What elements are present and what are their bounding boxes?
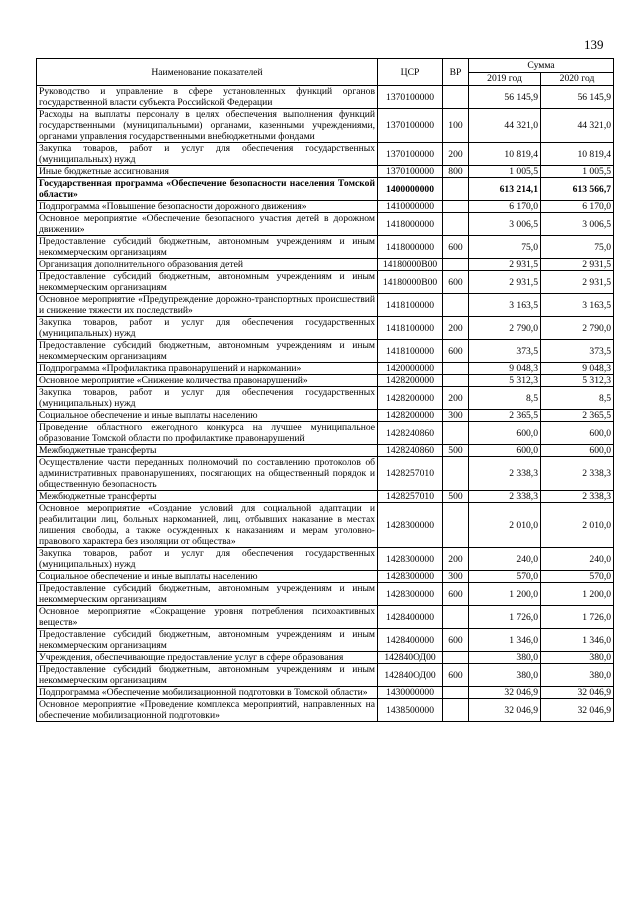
cell-csr: 1428300000 [378,583,443,606]
cell-2019: 2 365,5 [469,410,541,422]
cell-2020: 44 321,0 [541,109,614,143]
cell-vr [443,259,469,271]
cell-2019: 56 145,9 [469,86,541,109]
cell-name: Предоставление субсидий бюджетным, автономным учреждениям и иным некоммерческим организациям [37,583,378,606]
cell-vr: 300 [443,571,469,583]
header-name: Наименование показателей [37,59,378,86]
table-row [37,687,614,699]
cell-csr: 1428240860 [378,445,443,457]
table-row [37,109,614,143]
cell-vr [443,201,469,213]
cell-csr: 1370100000 [378,109,443,143]
cell-2019: 600,0 [469,445,541,457]
cell-csr: 1410000000 [378,201,443,213]
table-row [37,340,614,363]
cell-name: Подпрограмма «Профилактика правонарушений и наркомании» [37,363,378,375]
table-row [37,143,614,166]
cell-vr: 600 [443,629,469,652]
header-sum: Сумма [469,59,614,73]
cell-2019: 2 338,3 [469,457,541,491]
header-vr: ВР [443,59,469,86]
cell-2019: 2 790,0 [469,317,541,340]
cell-2020: 75,0 [541,236,614,259]
cell-2020: 1 200,0 [541,583,614,606]
cell-name: Предоставление субсидий бюджетным, автономным учреждениям и иным некоммерческим организациям [37,340,378,363]
cell-2019: 3 006,5 [469,213,541,236]
cell-csr: 1428200000 [378,410,443,422]
table-header [37,59,614,86]
cell-vr: 200 [443,143,469,166]
cell-2019: 1 200,0 [469,583,541,606]
cell-2020: 5 312,3 [541,375,614,387]
cell-vr [443,457,469,491]
cell-csr: 1370100000 [378,86,443,109]
table-row [37,271,614,294]
cell-2019: 1 346,0 [469,629,541,652]
cell-name: Учреждения, обеспечивающие предоставление услуг в сфере образования [37,652,378,664]
cell-vr: 100 [443,109,469,143]
cell-vr: 600 [443,583,469,606]
cell-vr [443,687,469,699]
cell-vr [443,363,469,375]
table-row [37,213,614,236]
cell-csr: 1428300000 [378,503,443,548]
cell-2019: 32 046,9 [469,699,541,722]
cell-2020: 32 046,9 [541,687,614,699]
table-row [37,457,614,491]
cell-name: Закупка товаров, работ и услуг для обеспечения государственных (муниципальных) нужд [37,387,378,410]
cell-name: Социальное обеспечение и иные выплаты населению [37,571,378,583]
cell-name: Основное мероприятие «Обеспечение безопасного участия детей в дорожном движении» [37,213,378,236]
cell-csr: 1418100000 [378,340,443,363]
cell-2019: 10 819,4 [469,143,541,166]
cell-csr: 142840ОД00 [378,652,443,664]
cell-name: Руководство и управление в сфере установленных функций органов государственной власти субъекта Российской Федерации [37,86,378,109]
cell-name: Закупка товаров, работ и услуг для обеспечения государственных (муниципальных) нужд [37,317,378,340]
cell-vr [443,213,469,236]
cell-csr: 1428300000 [378,548,443,571]
cell-2020: 1 005,5 [541,166,614,178]
cell-csr: 1418000000 [378,213,443,236]
table-row [37,699,614,722]
cell-csr: 1428200000 [378,387,443,410]
table-row [37,652,614,664]
cell-vr [443,86,469,109]
cell-2020: 2 931,5 [541,259,614,271]
table-row [37,178,614,201]
cell-2020: 613 566,7 [541,178,614,201]
cell-csr: 14180000В00 [378,271,443,294]
cell-name: Закупка товаров, работ и услуг для обеспечения государственных (муниципальных) нужд [37,548,378,571]
cell-name: Подпрограмма «Повышение безопасности дорожного движения» [37,201,378,213]
table-row [37,236,614,259]
cell-csr: 1420000000 [378,363,443,375]
cell-csr: 1370100000 [378,143,443,166]
cell-2020: 240,0 [541,548,614,571]
cell-name: Предоставление субсидий бюджетным, автономным учреждениям и иным некоммерческим организациям [37,236,378,259]
cell-csr: 1370100000 [378,166,443,178]
cell-csr: 1400000000 [378,178,443,201]
table-row [37,422,614,445]
cell-vr: 600 [443,271,469,294]
cell-2020: 600,0 [541,445,614,457]
table-row [37,445,614,457]
cell-vr [443,699,469,722]
cell-vr: 200 [443,548,469,571]
table-row [37,583,614,606]
cell-2019: 2 338,3 [469,491,541,503]
header-csr: ЦСР [378,59,443,86]
table-row [37,166,614,178]
cell-vr [443,422,469,445]
budget-table [36,58,614,722]
cell-2020: 570,0 [541,571,614,583]
cell-2020: 32 046,9 [541,699,614,722]
cell-name: Межбюджетные трансферты [37,445,378,457]
cell-vr [443,375,469,387]
cell-vr: 200 [443,387,469,410]
cell-2020: 2 010,0 [541,503,614,548]
cell-2019: 32 046,9 [469,687,541,699]
table-row [37,201,614,213]
cell-name: Организация дополнительного образования детей [37,259,378,271]
cell-2020: 1 726,0 [541,606,614,629]
table-row [37,491,614,503]
cell-vr [443,503,469,548]
table-row [37,86,614,109]
cell-name: Основное мероприятие «Проведение комплекса мероприятий, направленных на обеспечение мобилизационной подготовки» [37,699,378,722]
cell-vr [443,294,469,317]
cell-2020: 6 170,0 [541,201,614,213]
cell-2019: 9 048,3 [469,363,541,375]
cell-name: Основное мероприятие «Создание условий для социальной адаптации и реабилитации лиц, больных наркоманией, лиц, отбывших наказание в местах лишения свободы, а также осужденных к наказаниям и мерам уголовно-правового характера без изоляции от общества» [37,503,378,548]
table-row [37,503,614,548]
table-row [37,317,614,340]
cell-csr: 1430000000 [378,687,443,699]
cell-csr: 1418000000 [378,236,443,259]
cell-2020: 2 790,0 [541,317,614,340]
cell-2019: 3 163,5 [469,294,541,317]
cell-csr: 1418100000 [378,294,443,317]
cell-vr [443,652,469,664]
cell-csr: 1428300000 [378,571,443,583]
cell-name: Основное мероприятие «Сокращение уровня потребления психоактивных веществ» [37,606,378,629]
cell-2019: 1 005,5 [469,166,541,178]
cell-2020: 56 145,9 [541,86,614,109]
cell-2020: 2 365,5 [541,410,614,422]
cell-csr: 1428257010 [378,457,443,491]
table-row [37,410,614,422]
cell-2019: 240,0 [469,548,541,571]
cell-csr: 1428257010 [378,491,443,503]
cell-csr: 1438500000 [378,699,443,722]
cell-2020: 2 338,3 [541,457,614,491]
cell-vr [443,606,469,629]
cell-name: Основное мероприятие «Предупреждение дорожно-транспортных происшествий и снижение тяжести их последствий» [37,294,378,317]
cell-vr: 600 [443,664,469,687]
cell-name: Расходы на выплаты персоналу в целях обеспечения выполнения функций государственными (муниципальными) органами, казенными учреждениями, органами управления государственными внебюджетными фондами [37,109,378,143]
cell-name: Осуществление части переданных полномочий по составлению протоколов об административных правонарушениях, посягающих на общественный порядок и общественную безопасность [37,457,378,491]
cell-2020: 3 163,5 [541,294,614,317]
cell-2020: 10 819,4 [541,143,614,166]
cell-vr [443,178,469,201]
cell-name: Предоставление субсидий бюджетным, автономным учреждениям и иным некоммерческим организациям [37,271,378,294]
cell-vr: 500 [443,445,469,457]
cell-2019: 2 931,5 [469,259,541,271]
cell-2019: 380,0 [469,652,541,664]
cell-name: Социальное обеспечение и иные выплаты населению [37,410,378,422]
cell-2019: 6 170,0 [469,201,541,213]
cell-2020: 8,5 [541,387,614,410]
cell-name: Иные бюджетные ассигнования [37,166,378,178]
cell-name: Государственная программа «Обеспечение безопасности населения Томской области» [37,178,378,201]
table-row [37,375,614,387]
cell-vr: 500 [443,491,469,503]
cell-2020: 380,0 [541,664,614,687]
cell-vr: 600 [443,236,469,259]
cell-2019: 1 726,0 [469,606,541,629]
table-row [37,259,614,271]
table-row [37,629,614,652]
table-row [37,664,614,687]
cell-vr: 300 [443,410,469,422]
cell-2019: 2 931,5 [469,271,541,294]
table-row [37,363,614,375]
cell-2020: 2 931,5 [541,271,614,294]
cell-csr: 142840ОД00 [378,664,443,687]
cell-name: Подпрограмма «Обеспечение мобилизационной подготовки в Томской области» [37,687,378,699]
cell-csr: 14180000В00 [378,259,443,271]
cell-name: Предоставление субсидий бюджетным, автономным учреждениям и иным некоммерческим организациям [37,629,378,652]
cell-2020: 380,0 [541,652,614,664]
cell-2020: 600,0 [541,422,614,445]
cell-vr: 600 [443,340,469,363]
header-year-2019: 2019 год [469,72,541,86]
cell-2019: 380,0 [469,664,541,687]
cell-2019: 44 321,0 [469,109,541,143]
cell-csr: 1428200000 [378,375,443,387]
table-row [37,387,614,410]
table-body [37,86,614,722]
cell-csr: 1428400000 [378,606,443,629]
cell-name: Предоставление субсидий бюджетным, автономным учреждениям и иным некоммерческим организациям [37,664,378,687]
cell-vr: 800 [443,166,469,178]
cell-2020: 9 048,3 [541,363,614,375]
cell-vr: 200 [443,317,469,340]
table-row [37,606,614,629]
header-year-2020: 2020 год [541,72,614,86]
cell-2020: 3 006,5 [541,213,614,236]
cell-2019: 600,0 [469,422,541,445]
table-row [37,571,614,583]
cell-2019: 570,0 [469,571,541,583]
cell-name: Межбюджетные трансферты [37,491,378,503]
page-number: 139 [584,37,604,52]
cell-2019: 8,5 [469,387,541,410]
cell-name: Основное мероприятие «Снижение количества правонарушений» [37,375,378,387]
cell-2020: 373,5 [541,340,614,363]
cell-2019: 2 010,0 [469,503,541,548]
cell-2019: 613 214,1 [469,178,541,201]
cell-name: Закупка товаров, работ и услуг для обеспечения государственных (муниципальных) нужд [37,143,378,166]
cell-2020: 2 338,3 [541,491,614,503]
cell-2020: 1 346,0 [541,629,614,652]
cell-csr: 1428400000 [378,629,443,652]
cell-csr: 1428240860 [378,422,443,445]
cell-csr: 1418100000 [378,317,443,340]
cell-name: Проведение областного ежегодного конкурса на лучшее муниципальное образование Томской области по профилактике правонарушений [37,422,378,445]
cell-2019: 5 312,3 [469,375,541,387]
table-row [37,294,614,317]
cell-2019: 75,0 [469,236,541,259]
table-row [37,548,614,571]
cell-2019: 373,5 [469,340,541,363]
